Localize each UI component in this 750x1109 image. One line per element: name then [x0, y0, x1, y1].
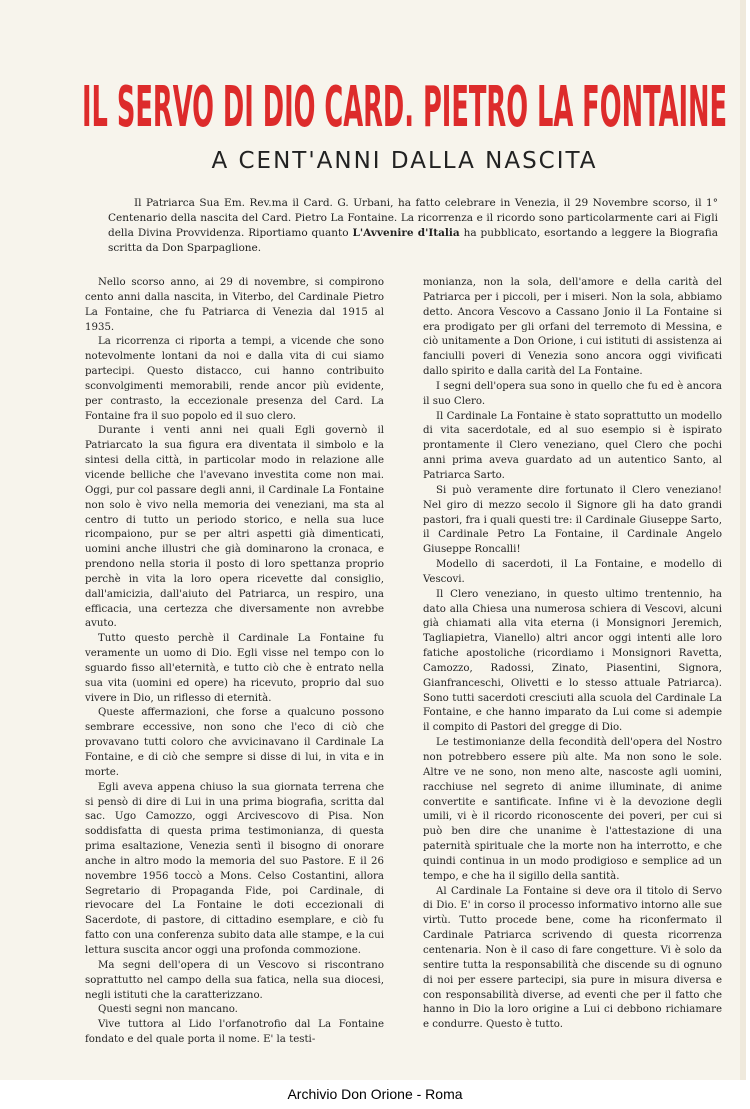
paragraph: Questi segni non mancano.	[98, 1004, 238, 1016]
paragraph: Il Cardinale La Fontaine è stato soprattutto un modello di vita sacerdotale, ed al suo esempio si è ispirato prontamente il Clero veneziano, quel Clero che pochi anni prima aveva guardato ad un autentico Santo, al Patriarca Sarto.	[423, 410, 722, 481]
paragraph: Si può veramente dire fortunato il Clero veneziano! Nel giro di mezzo secolo il Signore gli ha dato grandi pastori, fra i quali questi tre: il Cardinale Giuseppe Sarto, il Cardinale Petro La Fontaine, il Cardinale Angelo Giuseppe Roncalli!	[423, 484, 722, 556]
paragraph: Ma segni dell'opera di un Vescovo si riscontrano soprattutto nel campo della sua fatica, nella sua diocesi, negli istituti che la caratterizzano.	[85, 959, 384, 1001]
paragraph: Egli aveva appena chiuso la sua giornata terrena che si pensò di dire di Lui in una prima biografia, scritta dal sac. Ugo Camozzo, oggi Arcivescovo di Pisa. Non soddisfatta di questa prima testimonianza, di questa prima esaltazione, Venezia sentì il bisogno di onorare anche in altro modo la memoria del suo Pastore. E il 26 novembre 1956 toccò a Mons. Celso Costantini, allora Segretario di Propaganda Fide, poi Cardinale, di rievocare del La Fontaine le doti eccezionali di Sacerdote, di pastore, di cittadino esemplare, e ciò fu fatto con una conferenza subito data alle stampe, e la cui lettura suscita ancor oggi una profonda commozione.	[85, 781, 384, 956]
paragraph: Vive tuttora al Lido l'orfanotrofio dal La Fontaine fondato e del quale porta il nome. E' la testi-	[85, 1019, 384, 1046]
paragraph: Modello di sacerdoti, il La Fontaine, e modello di Vescovi.	[423, 559, 722, 585]
article-title: IL SERVO DI DIO CARD. PIETRO LA FONTAINE	[82, 75, 728, 140]
paragraph-continued: monianza, non la sola, dell'amore e della carità del Patriarca per i piccoli, per i miseri. Non la sola, abbiamo detto. Ancora Vescovo a Cassano Jonio il La Fontaine si era prodigato per gli orfani del terremoto di Messina, e ciò unitamente a Don Orione, i cui istituti di assistenza ai fanciulli poveri di Venezia sono ancora oggi vivificati dallo spirito e dalla carità del La Fontaine.	[423, 277, 722, 378]
paragraph: Tutto questo perchè il Cardinale La Fontaine fu veramente un uomo di Dio. Egli visse nel tempo con lo sguardo fisso all'eternità, e tutto ciò che è entrato nella sua vita (uomini ed opere) ha ricevuto, proprio dal suo vivere in Dio, un riflesso di eternità.	[85, 633, 384, 704]
paragraph: Il Clero veneziano, in questo ultimo trentennio, ha dato alla Chiesa una numerosa schiera di Vescovi, alcuni già chiamati alla vita eterna (i Monsignori Jeremich, Tagliapietra, Vianello) altri ancor oggi intenti alle loro fatiche apostoliche (ricordiamo i Monsignori Ravetta, Camozzo, Radossi, Zinato, Piasentini, Signora, Gianfranceschi, Olivetti e lo stesso attuale Patriarca). Sono tutti sacerdoti cresciuti alla scuola del Cardinale La Fontaine, e che hanno imparato da Lui come si adempie il compito di Pastori del gregge di Dio.	[423, 588, 722, 734]
intro-paragraph	[108, 196, 718, 256]
paragraph: I segni dell'opera sua sono in quello che fu ed è ancora il suo Clero.	[423, 380, 722, 407]
left-text-column	[85, 276, 384, 1048]
paragraph: La ricorrenza ci riporta a tempi, a vicende che sono notevolmente lontani da noi e dalla vita di cui siamo partecipi. Questo distacco, cui hanno contribuito sconvolgimenti memorabili, rende ancor più evidente, per contrasto, la eccezionale presenza del Card. La Fontaine fra il suo popolo ed il suo clero.	[85, 336, 384, 422]
archive-footer: Archivio Don Orione - Roma	[0, 1080, 750, 1109]
intro-text-before: Il Patriarca Sua Em. Rev.ma il Card. G. Urbani, ha fatto celebrare in Venezia, il 29 Novembre scorso, il 1° Centenario della nascita del Card. Pietro La Fontaine. La ricorrenza e il ricordo sono particolarmente cari ai Figli della Divina Provvidenza. Riportiamo quanto	[108, 197, 718, 239]
paragraph: Nello scorso anno, ai 29 di novembre, si compirono cento anni dalla nascita, in Viterbo, del Cardinale Pietro La Fontaine, che fu Patriarca di Venezia dal 1915 al 1935.	[85, 277, 384, 333]
paragraph: Queste affermazioni, che forse a qualcuno possono sembrare eccessive, non sono che l'eco di ciò che provavano tutti coloro che avvicinavano il Cardinale La Fontaine, e di ciò che sempre si disse di lui, in vita e in morte.	[85, 707, 384, 778]
article-subtitle: A CENT'ANNI DALLA NASCITA	[211, 148, 598, 174]
paragraph: Durante i venti anni nei quali Egli governò il Patriarcato la sua figura era diventata il simbolo e la sintesi della città, in particolar modo in relazione alle vicende belliche che l'avevano investita come non mai. Oggi, pur col passare degli anni, il Cardinale La Fontaine non solo è vivo nella memoria dei veneziani, ma sta al centro di tutto un periodo storico, e nella sua luce ricompaiono, pur se per altri aspetti già dimenticati, uomini anche illustri che già dominarono la cronaca, e prendono nella storia il posto di loro spettanza proprio perchè in vita la loro opera ricevette dal consiglio, dall'amicizia, dall'aiuto del Patriarca, un respiro, una efficacia, una certezza che diversamente non avrebbe avuto.	[85, 425, 384, 630]
paragraph: Le testimonianze della fecondità dell'opera del Nostro non potrebbero essere più alte. Ma non sono le sole. Altre ve ne sono, non meno alte, nascoste agli uomini, racchiuse nel segreto di anime illuminate, di anime convertite e santificate. Infine vi è la devozione degli umili, vi è il ricordo riconoscente dei poveri, per cui si può ben dire che unanime è l'attestazione di una paternità spirituale che la morte non ha interrotto, e che quindi continua in un modo prodigioso e semplice ad un tempo, e che ha il sigillo della santità.	[423, 737, 722, 882]
right-text-column	[423, 276, 722, 1033]
intro-text-after: ha pubblicato, esortando a leggere la Biografia scritta da Don Sparpaglione.	[108, 227, 718, 254]
newspaper-name: L'Avvenire d'Italia	[352, 227, 460, 239]
paragraph: Al Cardinale La Fontaine si deve ora il titolo di Servo di Dio. E' in corso il processo informativo intorno alle sue virtù. Tutto procede bene, come ha riconfermato il Cardinale Patriarca scrivendo di questa ricorrenza centenaria. Non è il caso di fare congetture. Vi è solo da sentire tutta la responsabilità che discende su di ognuno di noi per essere partecipi, sia pure in misura diversa e con responsabilità diverse, ad eventi che per il fatto che hanno in Dio la loro origine a Lui ci debbono richiamare e condurre. Questo è tutto.	[423, 885, 722, 1031]
